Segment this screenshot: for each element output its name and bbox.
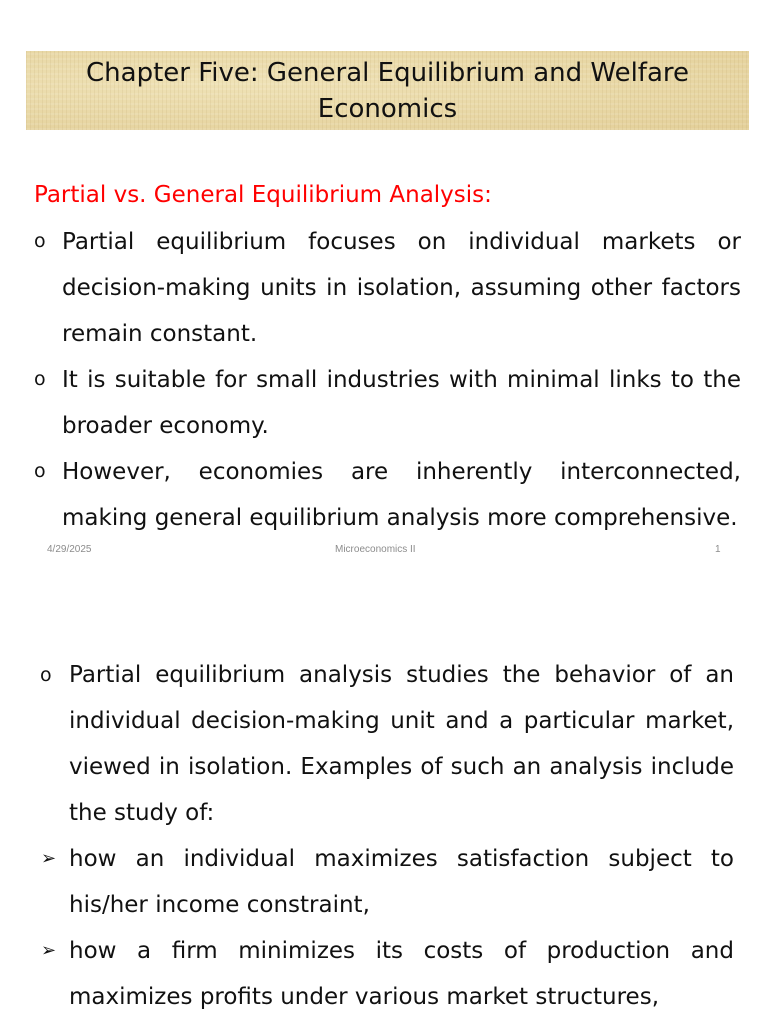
bullet-text: Partial equilibrium analysis studies the behavior of an individual decision-making unit and a particular market, viewed in isolation. Examples of such an analysis include the study of:: [69, 662, 734, 826]
slide-title: Chapter Five: General Equilibrium and Welfare Economics: [86, 57, 689, 124]
bullet-marker: o: [34, 368, 46, 390]
bullet-marker: o: [34, 460, 46, 482]
arrow-bullet-icon: ➢: [41, 940, 57, 961]
list-item: [34, 219, 741, 357]
footer-date: 4/29/2025: [47, 544, 92, 555]
bullet-text: However, economies are inherently interconnected, making general equilibrium analysis more comprehensive.: [62, 459, 741, 531]
footer-page-number: 1: [715, 544, 721, 555]
title-banner: [26, 51, 749, 130]
list-item: [40, 928, 734, 1020]
list-item: [40, 836, 734, 928]
slide-2-bullet-list: [40, 652, 734, 1020]
bullet-marker: o: [34, 230, 46, 252]
bullet-marker: o: [40, 664, 52, 686]
bullet-text: Partial equilibrium focuses on individual markets or decision-making units in isolation, assuming other factors remain constant.: [62, 229, 741, 347]
bullet-list: [34, 219, 741, 541]
section-heading: Partial vs. General Equilibrium Analysis:: [34, 182, 492, 208]
footer-course: Microeconomics II: [335, 544, 416, 555]
bullet-text: how a firm minimizes its costs of production and maximizes profits under various market structures,: [69, 938, 734, 1010]
bullet-text: how an individual maximizes satisfaction subject to his/her income constraint,: [69, 846, 734, 918]
list-item: [34, 357, 741, 449]
list-item: [40, 652, 734, 836]
list-item: [34, 449, 741, 541]
arrow-bullet-icon: ➢: [41, 848, 57, 869]
bullet-text: It is suitable for small industries with minimal links to the broader economy.: [62, 367, 741, 439]
